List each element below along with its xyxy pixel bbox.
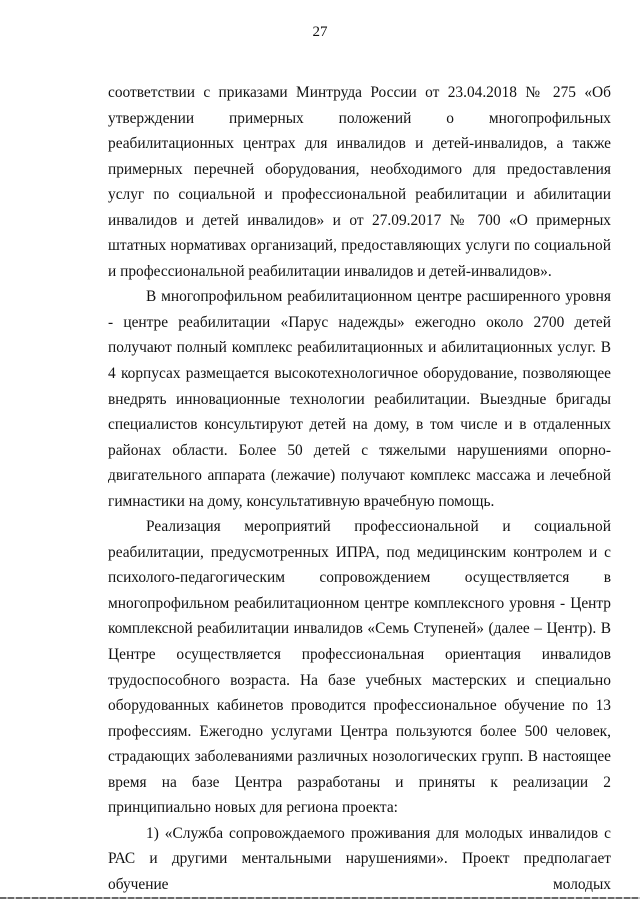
paragraph-project-1: 1) «Служба сопровождаемого проживания для молодых инвалидов с РАС и другими ментальными нарушениями». Проект предполагает обучение молодых (108, 824, 611, 893)
page-number: 27 (312, 24, 328, 40)
paragraph-parus-nadezhdy: В многопрофильном реабилитационном центре расширенного уровня - центре реабилитации «Парус надежды» ежегодно около 2700 детей получают полный комплекс реабилитационных и абилитационных услуг. В 4 корпусах размещается высокотехнологичное оборудование, позволяющее внедрять инновационные технологии реабилитации. Выездные бригады специалистов консультируют детей на дому, в том числе и в отдаленных районах области. Более 50 детей с тяжелыми нарушениями опорно-двигательного аппарата (лежачие) получают комплекс массажа и лечебной гимнастики на дому, консультативную врачебную помощь. (108, 288, 611, 510)
document-body (108, 80, 611, 898)
paragraph-sem-stupeney: Реализация мероприятий профессиональной и социальной реабилитации, предусмотренных ИПРА, под медицинским контролем и с психолого-педагогическим сопровождением осуществляется в многопрофильном реабилитационном центре комплексного уровня - Центр комплексной реабилитации инвалидов «Семь Ступеней» (далее – Центр). В Центре осуществляется профессиональная ориентация инвалидов трудоспособного возраста. На базе учебных мастерских и специально оборудованных кабинетов проводится профессиональное обучение по 13 профессиям. Ежегодно услугами Центра пользуются более 500 человек, страдающих заболеваниями различных нозологических групп. В настоящее время на базе Центра разработаны и приняты к реализации 2 принципиально новых для региона проекта: (108, 518, 611, 817)
paragraph-continuation: соответствии с приказами Минтруда России от 23.04.2018 № 275 «Об утверждении примерных положений о многопрофильных реабилитационных центрах для инвалидов и детей-инвалидов, а также примерных перечней оборудования, необходимого для предоставления услуг по социальной и профессиональной реабилитации и абилитации инвалидов и детей инвалидов» и от 27.09.2017 № 700 «О примерных штатных нормативах организаций, предоставляющих услуги по социальной и профессиональной реабилитации инвалидов и детей-инвалидов». (108, 84, 611, 280)
scan-edge-line (0, 897, 640, 899)
